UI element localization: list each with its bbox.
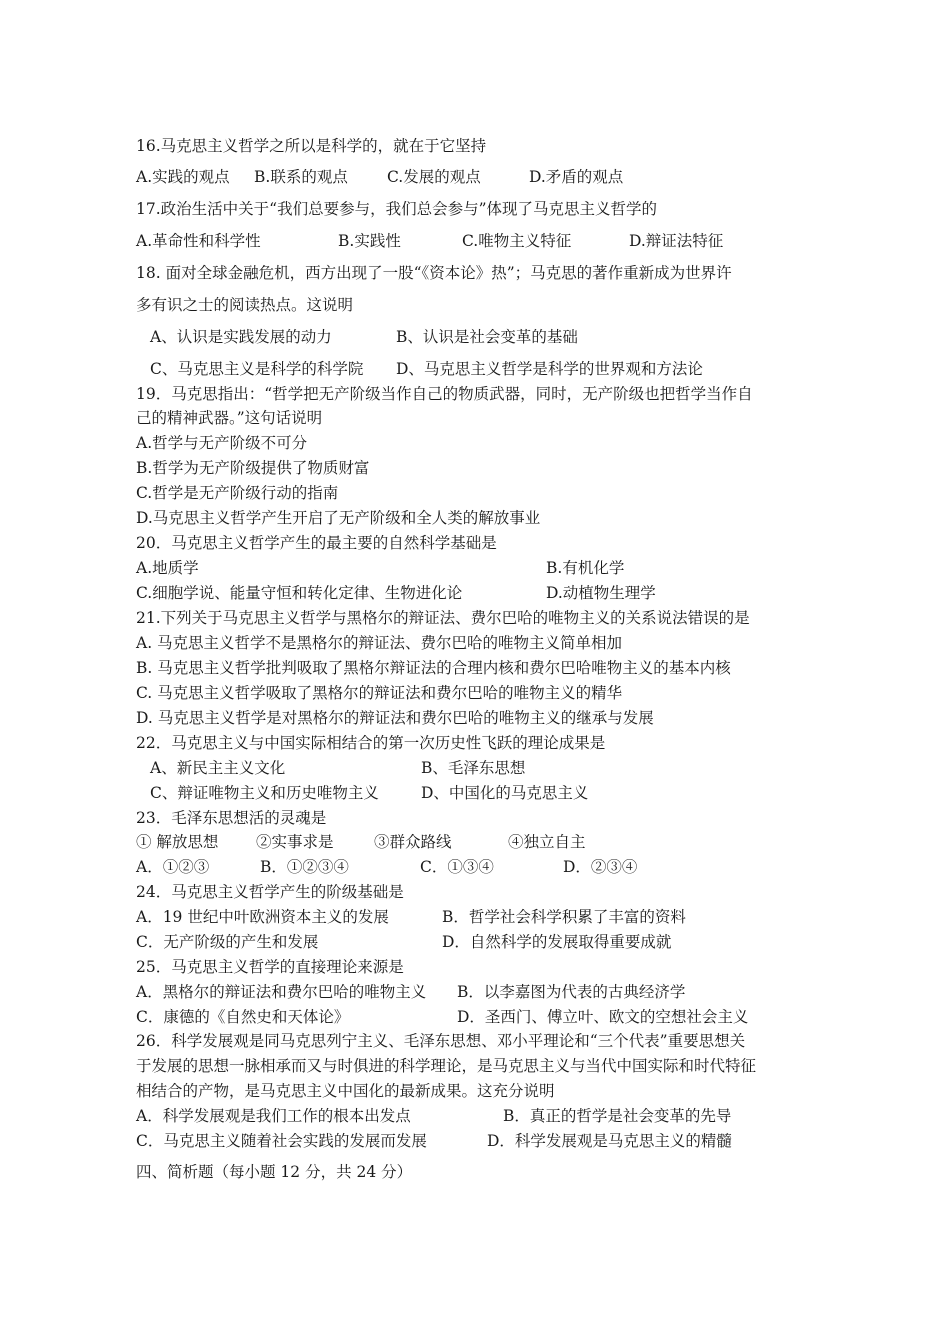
question-25-option-a: A．黑格尔的辩证法和费尔巴哈的唯物主义 [136, 983, 427, 1001]
question-26-option-d: D．科学发展观是马克思主义的精髓 [487, 1132, 732, 1150]
question-19-option-b: B.哲学为无产阶级提供了物质财富 [136, 459, 370, 477]
question-18-option-a: A、认识是实践发展的动力 [150, 328, 332, 346]
question-24-stem: 24．马克思主义哲学产生的阶级基础是 [136, 883, 404, 901]
question-22-option-b: B、毛泽东思想 [421, 759, 526, 777]
question-21-option-b: B. 马克思主义哲学批判吸取了黑格尔辩证法的合理内核和费尔巴哈唯物主义的基本内核 [136, 659, 731, 677]
question-23-item-3: ③群众路线 [374, 833, 452, 851]
question-19-option-d: D.马克思主义哲学产生开启了无产阶级和全人类的解放事业 [136, 509, 541, 527]
question-16-option-a: A.实践的观点 [136, 168, 230, 186]
question-22-option-a: A、新民主主义文化 [150, 759, 286, 777]
question-19-option-c: C.哲学是无产阶级行动的指南 [136, 484, 339, 502]
question-23-item-4: ④独立自主 [508, 833, 586, 851]
question-18-stem-line-2: 多有识之士的阅读热点。这说明 [136, 296, 354, 314]
question-25-stem: 25．马克思主义哲学的直接理论来源是 [136, 958, 404, 976]
question-16-option-b: B.联系的观点 [254, 168, 348, 186]
question-26-option-b: B．真正的哲学是社会变革的先导 [503, 1107, 732, 1125]
question-20-option-d: D.动植物生理学 [546, 584, 656, 602]
question-21-option-d: D. 马克思主义哲学是对黑格尔的辩证法和费尔巴哈的唯物主义的继承与发展 [136, 709, 654, 727]
question-16-stem: 16.马克思主义哲学之所以是科学的，就在于它坚持 [136, 137, 487, 155]
question-26-option-c: C．马克思主义随着社会实践的发展而发展 [136, 1132, 427, 1150]
question-25-option-b: B．以李嘉图为代表的古典经济学 [457, 983, 686, 1001]
question-23-item-2: ②实事求是 [256, 833, 334, 851]
question-22-stem: 22．马克思主义与中国实际相结合的第一次历史性飞跃的理论成果是 [136, 734, 606, 752]
question-26-option-a: A．科学发展观是我们工作的根本出发点 [136, 1107, 411, 1125]
section-4-heading: 四、简析题（每小题 12 分，共 24 分） [136, 1163, 413, 1181]
question-23-option-a: A．①②③ [136, 858, 210, 876]
question-17-option-a: A.革命性和科学性 [136, 232, 261, 250]
question-18-stem-line-1: 18. 面对全球金融危机，西方出现了一股“《资本论》热”；马克思的著作重新成为世界许 [136, 264, 732, 282]
question-17-option-c: C.唯物主义特征 [462, 232, 572, 250]
question-18-option-c: C、马克思主义是科学的科学院 [150, 360, 364, 378]
question-23-item-1: ① 解放思想 [136, 833, 219, 851]
question-25-option-d: D．圣西门、傅立叶、欧文的空想社会主义 [457, 1008, 749, 1026]
question-20-stem: 20．马克思主义哲学产生的最主要的自然科学基础是 [136, 534, 497, 552]
question-16-option-d: D.矛盾的观点 [529, 168, 624, 186]
question-17-option-b: B.实践性 [338, 232, 401, 250]
question-24-option-a: A．19 世纪中叶欧洲资本主义的发展 [136, 908, 389, 926]
question-19-option-a: A.哲学与无产阶级不可分 [136, 434, 308, 452]
question-18-option-b: B、认识是社会变革的基础 [396, 328, 578, 346]
question-24-option-d: D．自然科学的发展取得重要成就 [442, 933, 672, 951]
question-17-stem: 17.政治生活中关于“我们总要参与，我们总会参与”体现了马克思主义哲学的 [136, 200, 658, 218]
question-23-stem: 23．毛泽东思想活的灵魂是 [136, 809, 327, 827]
question-23-option-b: B．①②③④ [260, 858, 349, 876]
question-19-stem-line-1: 19．马克思指出：“哲学把无产阶级当作自己的物质武器，同时，无产阶级也把哲学当作自 [136, 385, 753, 403]
question-21-option-c: C. 马克思主义哲学吸取了黑格尔的辩证法和费尔巴哈的唯物主义的精华 [136, 684, 623, 702]
question-20-option-c: C.细胞学说、能量守恒和转化定律、生物进化论 [136, 584, 463, 602]
question-25-option-c: C．康德的《自然史和天体论》 [136, 1008, 350, 1026]
question-20-option-a: A.地质学 [136, 559, 199, 577]
question-26-stem-line-3: 相结合的产物，是马克思主义中国化的最新成果。这充分说明 [136, 1082, 555, 1100]
question-22-option-c: C、辩证唯物主义和历史唯物主义 [150, 784, 379, 802]
question-20-option-b: B.有机化学 [546, 559, 625, 577]
question-24-option-b: B．哲学社会科学积累了丰富的资料 [442, 908, 686, 926]
question-22-option-d: D、中国化的马克思主义 [421, 784, 589, 802]
question-24-option-c: C．无产阶级的产生和发展 [136, 933, 319, 951]
question-26-stem-line-2: 于发展的思想一脉相承而又与时俱进的科学理论，是马克思主义与当代中国实际和时代特征 [136, 1057, 757, 1075]
question-26-stem-line-1: 26．科学发展观是同马克思列宁主义、毛泽东思想、邓小平理论和“三个代表”重要思想关 [136, 1032, 746, 1050]
question-19-stem-line-2: 己的精神武器。”这句话说明 [136, 409, 323, 427]
question-23-option-d: D．②③④ [563, 858, 638, 876]
question-21-option-a: A. 马克思主义哲学不是黑格尔的辩证法、费尔巴哈的唯物主义简单相加 [136, 634, 623, 652]
question-21-stem: 21.下列关于马克思主义哲学与黑格尔的辩证法、费尔巴哈的唯物主义的关系说法错误的是 [136, 609, 750, 627]
question-23-option-c: C．①③④ [420, 858, 494, 876]
question-18-option-d: D、马克思主义哲学是科学的世界观和方法论 [396, 360, 703, 378]
question-16-option-c: C.发展的观点 [387, 168, 481, 186]
question-17-option-d: D.辩证法特征 [629, 232, 724, 250]
